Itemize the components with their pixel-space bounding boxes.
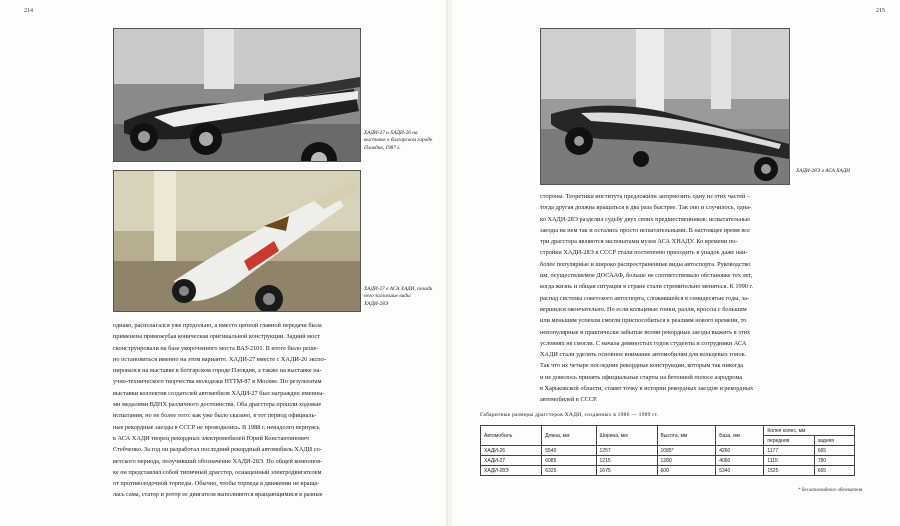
table-cell: 1525	[764, 466, 814, 476]
table-cell: 6085	[542, 456, 596, 466]
photo-dragsters-exhibition-image	[114, 29, 360, 161]
table-header: Высота, мм	[657, 426, 716, 446]
table-header: Ширина, мм	[596, 426, 657, 446]
text-line: три драгстера являются экспонатами музея АСА ХНАДУ. Ко времени по-	[540, 238, 738, 246]
table-cell: ХАДИ-28Э	[481, 466, 542, 476]
caption-mid-left: ХАДИ-27 в АСА ХАДИ, позади него заглохшие виды ХАДИ-28Э	[364, 286, 433, 307]
right-page	[452, 0, 900, 526]
photo-hadi28e	[540, 28, 790, 185]
text-line: непопулярные и практически забытые всеми рекордные заезды выжить в этих	[540, 328, 751, 336]
text-line: распад системы советского автоспорта, сложившейся в семидесятые годы, за-	[540, 294, 750, 302]
table-header: База, мм	[716, 426, 764, 446]
table-cell: 4060	[716, 456, 764, 466]
text-line: в Харьковской области, ставят точку в истории рекордных заездов и рекордных	[540, 385, 754, 393]
table-cell: 780	[814, 456, 854, 466]
table-cell: 665	[814, 446, 854, 456]
text-line: автомобилей в СССР.	[540, 396, 598, 404]
text-line: сконструировали на базе укороченного моста ВАЗ-2101. В итоге было реше-	[113, 344, 319, 352]
table-cell: 1177	[764, 446, 814, 456]
text-line: нировался на выставке в болгарском городе Пловдив, а также на выставке на-	[113, 367, 322, 375]
text-line: ко ХАДИ-28Э разделил судьбу двух своих предшественников: испытательные	[540, 215, 751, 223]
table-cell: 1115	[764, 456, 814, 466]
table-cell: 665	[814, 466, 854, 476]
text-line: им, осуществляемое ДОСААФ, больше не соответствовало обстановке тех лет,	[540, 272, 753, 280]
dimensions-table	[480, 425, 855, 476]
table-header: Длина, мм	[542, 426, 596, 446]
table-cell: 1215	[596, 456, 657, 466]
left-body-text	[113, 320, 359, 501]
table-cell: 1675	[596, 466, 657, 476]
table-header: Автомобиль	[481, 426, 542, 446]
table-cell: 5340	[716, 466, 764, 476]
text-line: стройки ХАДИ-28Э в СССР стали постепенно приходить в упадок даже наи-	[540, 249, 748, 257]
table-cell: 1257	[596, 446, 657, 456]
text-line: заезды на нем так и остались просто испытательными. В настоящее время все	[540, 226, 750, 234]
table-cell: 4260	[716, 446, 764, 456]
table-cell: ХАДИ-27	[481, 456, 542, 466]
text-line: вершился окончательно. Но если кольцевые гонки, ралли, кроссы с большим	[540, 305, 747, 313]
text-line: ке он представлял собой типичный драгстер, оснащенный электродвигателем	[113, 468, 322, 476]
left-page	[0, 0, 448, 526]
text-line: ные рекордные заезды в СССР не проводились. В 1988 г. ненадолго вернуясь	[113, 423, 320, 431]
table-cell: 5540	[542, 446, 596, 456]
text-line: от противолодочной торпеды. Обычно, чтобы торпеда в движении не враща-	[113, 480, 320, 488]
text-line: ми медалями ВДНХ различного достоинства. Оба драгстера прошли ходовые	[113, 401, 322, 409]
table-row	[481, 446, 855, 456]
text-line: тогда другая должна вращаться в два раза быстрее. Так оно и случилось, одна-	[540, 204, 752, 212]
table-title: Габаритные размеры драгстеров ХАДИ, созданных в 1986 — 1989 гг.	[480, 412, 659, 418]
table-cell: 1280	[657, 456, 716, 466]
text-line: учно-технического творчества молодежи НТТМ-87 в Москве. По результатам	[113, 378, 322, 386]
text-line: условиях не смогли. С начала девяностых годов студенты и сотрудники АСА	[540, 339, 747, 347]
text-line: применена пряможубая коническая оригинальной конструкции. Задний мост	[113, 333, 321, 341]
photo-hadi28e-image	[541, 29, 789, 184]
table-subheader: передняя	[764, 436, 814, 446]
text-line: и не довелось принять официальные старты на бетонной полосе аэродрома	[540, 373, 743, 381]
text-line: лась сама, статор и ротор ее двигателя выполняются вращающимися в разные	[113, 491, 323, 499]
table-cell: 6325	[542, 466, 596, 476]
page-number-left: 214	[24, 8, 33, 14]
table-cell: 600	[657, 466, 716, 476]
table-footnote: * без каплевидного обтекателя	[798, 488, 863, 493]
text-line: в АСА ХАДИ творец рекордных электромобилей Юрий Константинович	[113, 434, 309, 442]
text-line: испытания, но не более того: как уже было сказано, в тот период официаль-	[113, 412, 317, 420]
table-subheader: задняя	[814, 436, 854, 446]
text-line: когда жизнь и общая ситуация в стране стали стремительно меняться. К 1990 г.	[540, 283, 753, 291]
caption-top-left: ХАДИ-27 и ХАДИ-26 на выставке в болгарском городе Пловдив, 1987 г.	[364, 130, 433, 151]
photo-hadi27	[113, 170, 361, 312]
text-line: но остановиться именно на этом варианте. ХАДИ-27 вместе с ХАДИ-26 экспо-	[113, 355, 326, 363]
text-line: более популярные и широко распространенные виды автоспорта. Руководство	[540, 260, 751, 268]
table-cell: 1085*	[657, 446, 716, 456]
page-number-right: 215	[876, 8, 885, 14]
photo-dragsters-exhibition	[113, 28, 361, 162]
table-header-row	[481, 426, 855, 436]
text-line: выставки коллектив создателей автомобиля ХАДИ-27 был награжден именны-	[113, 389, 325, 397]
text-line: или меньшим успехом смогли приспособиться к реалиям нового времени, то	[540, 317, 747, 325]
table-header: Колея колес, мм	[764, 426, 855, 436]
text-line: Стебченко. За год он разработал последний рекордный автомобиль ХАДИ со-	[113, 446, 322, 454]
text-line: Так что их четыре последние рекордные конструкции, которым так никогда	[540, 362, 744, 370]
photo-hadi27-image	[114, 171, 360, 311]
text-line: ветского периода, получивший обозначение ХАДИ-28Э. По общей компонов-	[113, 457, 323, 465]
text-line: ХАДИ стали уделять основное внимание автомобилям для кольцевых гонок.	[540, 351, 747, 359]
caption-top-right: ХАДИ-28Э в АСА ХАДИ	[796, 168, 850, 174]
right-body-text	[540, 191, 788, 406]
text-line: стороны. Теоретики института предложили затормозить одну из этих частей –	[540, 193, 751, 200]
table-row	[481, 466, 855, 476]
table-cell: ХАДИ-26	[481, 446, 542, 456]
text-line: однако, располагался уже продольно, а вместо цепной главной передачи была	[113, 322, 322, 329]
table-row	[481, 456, 855, 466]
